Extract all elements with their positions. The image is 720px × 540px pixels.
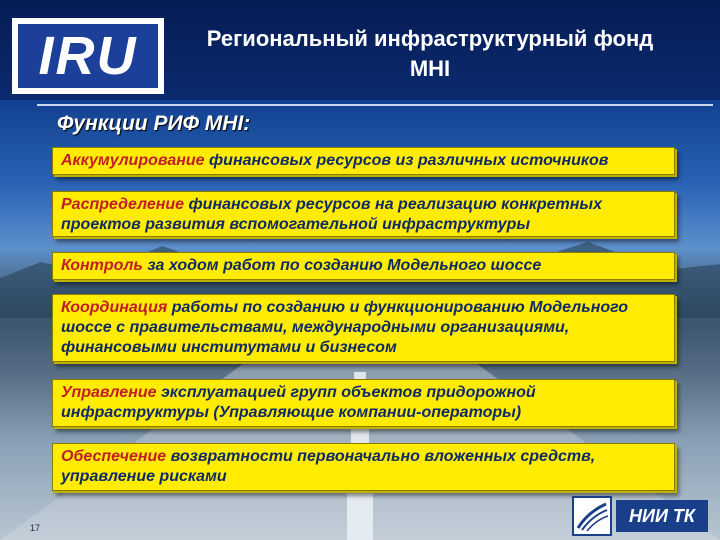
function-box-2 (52, 191, 675, 237)
function-text: финансовых ресурсов из различных источников (204, 152, 609, 169)
function-text: эксплуатацией групп объектов придорожной инфраструктуры (Управляющие компании-операторы) (61, 384, 536, 421)
road-swoosh-icon (572, 496, 612, 536)
function-keyword: Координация (61, 299, 168, 316)
road-stripe (347, 490, 373, 540)
section-subtitle: Функции РИФ МНI: (57, 112, 251, 135)
function-box-1 (52, 147, 675, 175)
page-title (180, 24, 680, 84)
function-keyword: Распределение (61, 196, 185, 213)
header-divider (37, 104, 713, 106)
function-box-6 (52, 443, 675, 491)
page-title-line1: Региональный инфраструктурный фонд (206, 26, 654, 51)
nii-tk-logo-text: НИИ ТК (616, 500, 708, 532)
nii-tk-logo (572, 496, 712, 536)
function-box-4 (52, 294, 675, 362)
iru-logo-text: IRU (18, 24, 158, 88)
function-keyword: Контроль (61, 257, 143, 274)
page-title-line2: MHI (409, 56, 451, 81)
function-keyword: Управление (61, 384, 157, 401)
function-text: финансовых ресурсов на реализацию конкретных проектов развития вспомогательной инфраструктуры (61, 196, 602, 233)
function-text: за ходом работ по созданию Модельного шоссе (142, 257, 542, 274)
function-text: работы по созданию и функционированию Модельного шоссе с правительствами, международными организациями, финансовыми институтами и бизнесом (61, 299, 629, 356)
header-bar (0, 0, 720, 100)
function-text: возвратности первоначально вложенных средств, управление рисками (61, 448, 596, 485)
function-keyword: Обеспечение (61, 448, 167, 465)
function-box-3 (52, 252, 675, 280)
iru-logo (12, 18, 164, 94)
function-box-5 (52, 379, 675, 427)
function-keyword: Аккумулирование (61, 152, 205, 169)
page-number: 17 (30, 523, 41, 533)
